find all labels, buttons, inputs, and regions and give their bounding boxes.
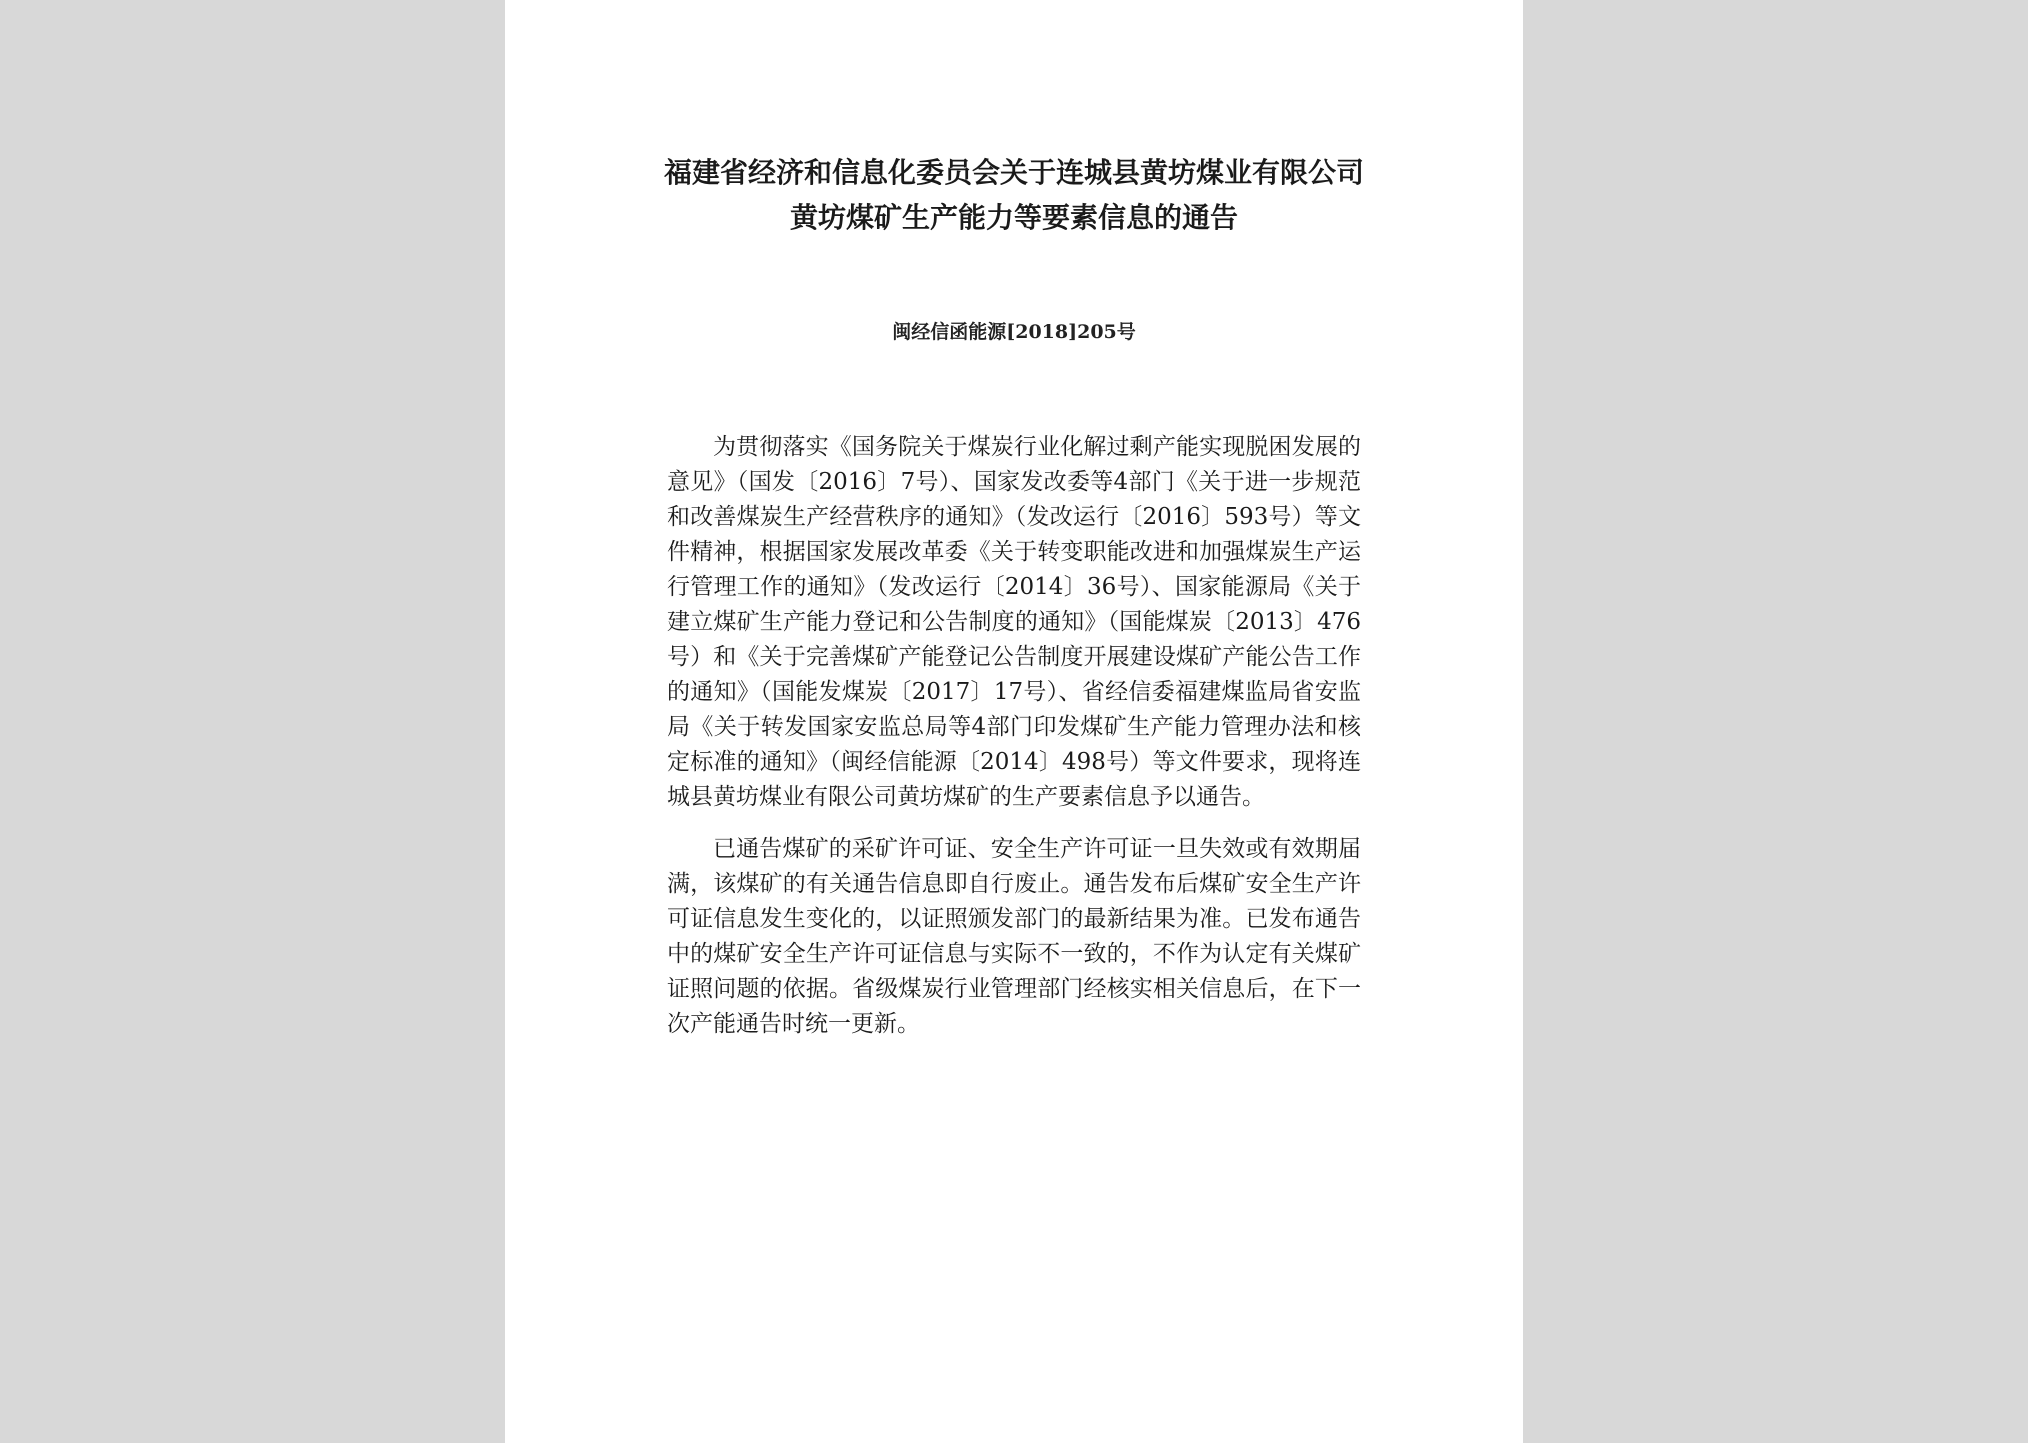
- page-title: 福建省经济和信息化委员会关于连城县黄坊煤业有限公司黄坊煤矿生产能力等要素信息的通告: [663, 156, 1364, 234]
- paragraph-2: 已通告煤矿的采矿许可证、安全生产许可证一旦失效或有效期届满，该煤矿的有关通告信息即自行废止。通告发布后煤矿安全生产许可证信息发生变化的，以证照颁发部门的最新结果为准。已发布通告中的煤矿安全生产许可证信息与实际不一致的，不作为认定有关煤矿证照问题的依据。省级煤炭行业管理部门经核实相关信息后，在下一次产能通告时统一更新。: [667, 836, 1361, 1037]
- document-body: [667, 430, 1361, 1059]
- document-number: 闽经信函能源[2018]205号: [892, 321, 1136, 343]
- document-page: [505, 0, 1523, 1443]
- paragraph-1: 为贯彻落实《国务院关于煤炭行业化解过剩产能实现脱困发展的意见》（国发〔2016〕7号）、国家发改委等4部门《关于进一步规范和改善煤炭生产经营秩序的通知》（发改运行〔2016〕593号）等文件精神，根据国家发展改革委《关于转变职能改进和加强煤炭生产运行管理工作的通知》（发改运行〔2014〕36号）、国家能源局《关于建立煤矿生产能力登记和公告制度的通知》（国能煤炭〔2013〕476号）和《关于完善煤矿产能登记公告制度开展建设煤矿产能公告工作的通知》（国能发煤炭〔2017〕17号）、省经信委福建煤监局省安监局《关于转发国家安监总局等4部门印发煤矿生产能力管理办法和核定标准的通知》（闽经信能源〔2014〕498号）等文件要求，现将连城县黄坊煤业有限公司黄坊煤矿的生产要素信息予以通告。: [667, 434, 1361, 810]
